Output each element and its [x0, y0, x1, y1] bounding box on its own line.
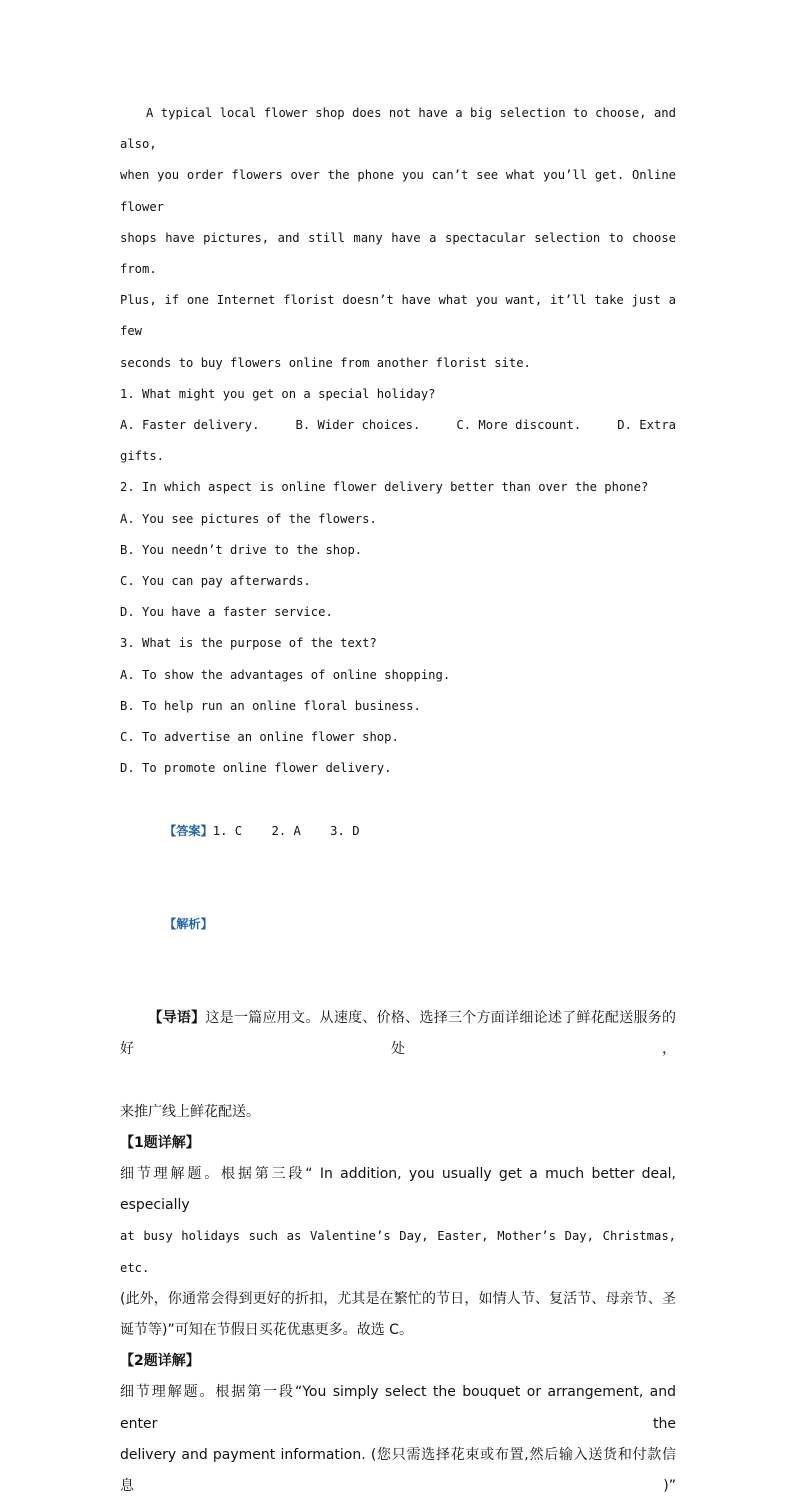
- answer-label: 【答案】: [164, 823, 213, 838]
- detail-title: 【1题详解】: [120, 1134, 200, 1151]
- option-d: D. You have a faster service.: [120, 605, 333, 620]
- passage-line: seconds to buy flowers online from another florist site.: [120, 355, 531, 370]
- document-content: [120, 98, 684, 1502]
- detail-line: 诞节等)”可知在节假日买花优惠更多。故选 C。: [120, 1321, 413, 1338]
- passage-line: when you order flowers over the phone you can’t see what you’ll get. Online flower: [120, 168, 684, 214]
- passage-line: shops have pictures, and still many have a spectacular selection to choose from.: [120, 230, 684, 277]
- option-a: A. To show the advantages of online shopping.: [120, 667, 451, 682]
- option-d: D. Extra: [617, 418, 676, 433]
- answer-line: [120, 784, 676, 878]
- option-b: B. Wider choices.: [295, 418, 421, 433]
- guide-label: 【导语】: [148, 1009, 206, 1026]
- detail-title: 【2题详解】: [120, 1353, 200, 1370]
- option-d: D. To promote online flower delivery.: [120, 761, 392, 776]
- detail-line: 细节理解题。根据第一段“You simply select the bouquet or arrangement, and enter the: [120, 1384, 681, 1432]
- question-stem: 1. What might you get on a special holiday?: [120, 386, 436, 401]
- option-c: C. To advertise an online flower shop.: [120, 730, 399, 745]
- guide-line: [120, 972, 676, 1097]
- question-stem: 3. What is the purpose of the text?: [120, 636, 377, 651]
- question-options-row: [120, 410, 676, 441]
- analysis-label: 【解析】: [164, 917, 213, 932]
- detail-line: (此外，你通常会得到更好的折扣，尤其是在繁忙的节日，如情人节、复活节、母亲节、圣: [120, 1290, 676, 1307]
- option-a: A. You see pictures of the flowers.: [120, 511, 377, 526]
- passage-line: Plus, if one Internet florist doesn’t have what you want, it’ll take just a few: [120, 293, 684, 339]
- guide-text: 这是一篇应用文。从速度、价格、选择三个方面详细论述了鲜花配送服务的好处，: [120, 1009, 677, 1058]
- analysis-line: [120, 878, 676, 972]
- answer-text: 1. C 2. A 3. D: [212, 823, 360, 838]
- option-b: B. To help run an online floral business.: [120, 698, 421, 713]
- question-stem: 2. In which aspect is online flower delivery better than over the phone?: [120, 480, 649, 495]
- detail-line: delivery and payment information. (您只需选择花束或布置,然后输入送货和付款信息)”: [120, 1446, 676, 1494]
- detail-line: at busy holidays such as Valentine’s Day, Easter, Mother’s Day, Christmas, etc.: [120, 1229, 684, 1275]
- option-a: A. Faster delivery.: [120, 418, 260, 433]
- option-b: B. You needn’t drive to the shop.: [120, 542, 363, 557]
- option-wrap-text: gifts.: [120, 449, 165, 464]
- passage-line: A typical local flower shop does not have a big selection to choose, and also,: [120, 106, 684, 152]
- option-c: C. You can pay afterwards.: [120, 574, 311, 589]
- detail-line: 细节理解题。根据第三段“ In addition, you usually get a much better deal, especially: [120, 1165, 681, 1214]
- guide-line: 来推广线上鲜花配送。: [120, 1103, 260, 1120]
- option-c: C. More discount.: [456, 418, 582, 433]
